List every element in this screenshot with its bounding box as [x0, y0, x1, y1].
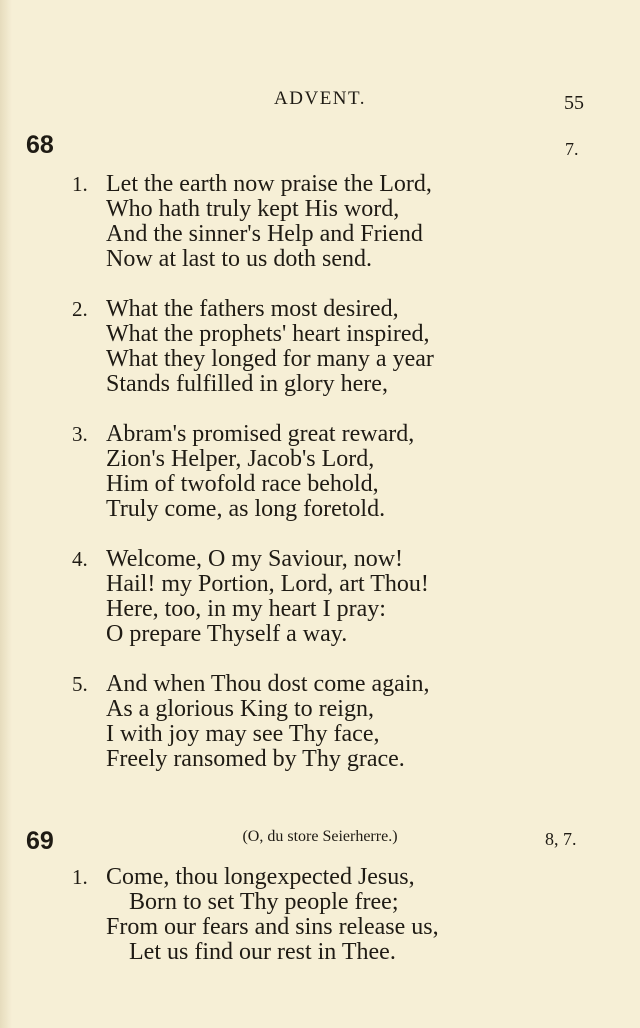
verse-line: Let the earth now praise the Lord, — [106, 171, 432, 197]
stanza-number: 2. — [72, 297, 88, 321]
stanza — [72, 297, 434, 397]
stanza-number: 5. — [72, 672, 88, 696]
stanza — [72, 422, 414, 522]
page-number: 55 — [564, 92, 584, 114]
verse-line: Truly come, as long foretold. — [106, 496, 386, 522]
hymn-meter: 8, 7. — [545, 829, 577, 849]
verse-line: Who hath truly kept His word, — [106, 196, 400, 222]
verse-line: What the fathers most desired, — [106, 296, 399, 322]
hymn-number: 69 — [26, 827, 54, 855]
verse-line: Freely ransomed by Thy grace. — [106, 746, 405, 772]
verse-line: Him of twofold race behold, — [106, 471, 379, 497]
verse-line: From our fears and sins release us, — [106, 914, 439, 940]
stanza-number: 3. — [72, 422, 88, 446]
verse-line: Abram's promised great reward, — [106, 421, 415, 447]
tune-name: (O, du store Seierherre.) — [242, 828, 398, 845]
verse-line: Come, thou longexpected Jesus, — [106, 864, 415, 890]
verse-line: Zion's Helper, Jacob's Lord, — [106, 446, 375, 472]
hymn-number: 68 — [26, 131, 54, 159]
stanza-number: 4. — [72, 547, 88, 571]
page-edge-shadow — [0, 0, 12, 1028]
verse-line: Here, too, in my heart I pray: — [106, 596, 386, 622]
verse-line: What the prophets' heart inspired, — [106, 321, 430, 347]
verse-line: What they longed for many a year — [106, 346, 434, 372]
stanza — [72, 172, 432, 272]
verse-line: Now at last to us doth send. — [106, 246, 372, 272]
hymn-meter: 7. — [565, 139, 579, 159]
stanza — [72, 865, 439, 965]
stanza — [72, 672, 430, 772]
running-header-title: ADVENT. — [274, 88, 366, 109]
stanza-number: 1. — [72, 172, 88, 196]
verse-line: Stands fulfilled in glory here, — [106, 371, 388, 397]
stanza-number: 1. — [72, 865, 88, 889]
verse-line: Born to set Thy people free; — [129, 889, 399, 915]
verse-line: And the sinner's Help and Friend — [106, 221, 423, 247]
stanza — [72, 547, 429, 647]
verse-line: Hail! my Portion, Lord, art Thou! — [106, 571, 429, 597]
verse-line: As a glorious King to reign, — [106, 696, 374, 722]
verse-line: O prepare Thyself a way. — [106, 621, 348, 647]
verse-line: And when Thou dost come again, — [106, 671, 430, 697]
verse-line: I with joy may see Thy face, — [106, 721, 380, 747]
verse-line: Let us find our rest in Thee. — [129, 939, 396, 965]
verse-line: Welcome, O my Saviour, now! — [106, 546, 404, 572]
